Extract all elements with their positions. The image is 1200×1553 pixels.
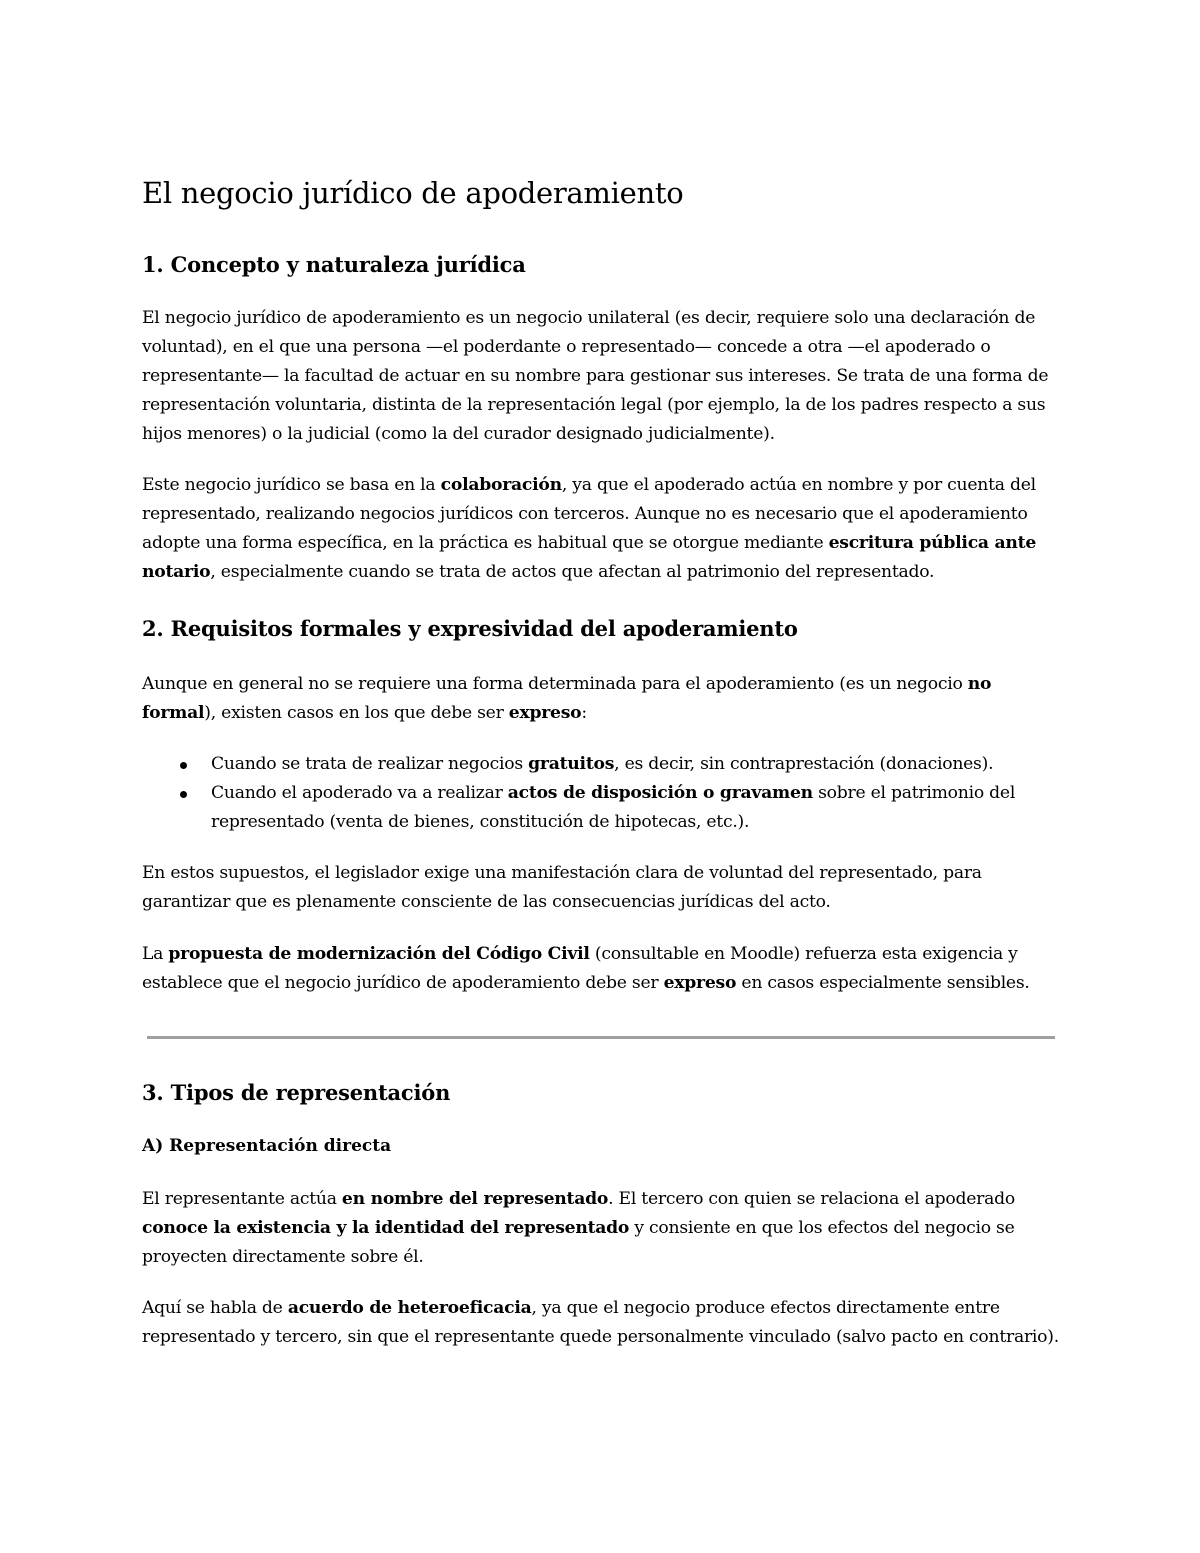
bold-term-actos-disposicion: actos de disposición o gravamen [507,783,813,803]
document-title: El negocio jurídico de apoderamiento [142,176,684,210]
bold-term-expreso: expreso [508,703,582,723]
section-3-paragraph-1 [142,1185,1015,1272]
text-run: establece que el negocio jurídico de apoderamiento debe ser [142,973,664,993]
bold-term-propuesta: propuesta de modernización del Código Civil [168,944,590,964]
section-1-paragraph-2 [142,471,1036,587]
text-line [142,1294,1059,1323]
text-line: representado (venta de bienes, constitución de hipotecas, etc.). [211,812,750,832]
bold-term-notario: notario [142,562,211,582]
text-line [211,750,1015,779]
text-line [211,779,1015,808]
section-2-paragraph-2 [142,859,982,917]
bold-term-en-nombre: en nombre del representado [341,1189,609,1209]
text-line [142,699,991,728]
section-1-heading: 1. Concepto y naturaleza jurídica [142,252,526,277]
text-line [142,558,1036,587]
bold-term-heteroeficacia: acuerdo de heteroeficacia [287,1298,532,1318]
text-line: hijos menores) o la judicial (como la del curador designado judicialmente). [142,424,775,444]
section-3-subheading: A) Representación directa [142,1136,392,1156]
bold-term-colaboracion: colaboración [440,475,562,495]
list-item [142,779,1015,837]
text-line: proyecten directamente sobre él. [142,1247,424,1267]
text-run: Cuando se trata de realizar negocios [211,754,529,774]
section-2-heading: 2. Requisitos formales y expresividad del apoderamiento [142,616,798,641]
text-run: , especialmente cuando se trata de actos que afectan al patrimonio del representado. [210,562,935,582]
text-run: La [142,944,169,964]
text-run: . El tercero con quien se relaciona el apoderado [608,1189,1015,1209]
text-run: y consiente en que los efectos del negocio se [629,1218,1015,1238]
text-run: El representante actúa [142,1189,342,1209]
list-item [142,750,1015,779]
text-line: representación voluntaria, distinta de la representación legal (por ejemplo, la de los padres respecto a sus [142,395,1046,415]
bold-term-escritura: escritura pública ante [828,533,1037,553]
text-line: representante— la facultad de actuar en su nombre para gestionar sus intereses. Se trata de una forma de [142,366,1049,386]
text-line [142,1214,1015,1243]
text-run: adopte una forma específica, en la práctica es habitual que se otorgue mediante [142,533,829,553]
text-line: representado y tercero, sin que el representante quede personalmente vinculado (salvo pacto en contrario). [142,1327,1059,1347]
text-line [142,529,1036,558]
section-3-paragraph-2 [142,1294,1059,1352]
text-run: : [581,703,587,723]
bold-term-expreso: expreso [663,973,737,993]
requirements-list [142,750,1015,837]
bold-term-conoce: conoce la existencia y la identidad del representado [142,1218,630,1238]
text-line: El negocio jurídico de apoderamiento es un negocio unilateral (es decir, requiere solo una declaración de [142,308,1036,328]
text-line: voluntad), en el que una persona —el poderdante o representado— concede a otra —el apoderado o [142,337,991,357]
text-line: En estos supuestos, el legislador exige una manifestación clara de voluntad del representado, para [142,863,982,883]
text-line [142,1185,1015,1214]
bullet-dot-icon [180,791,187,798]
text-run: , ya que el negocio produce efectos directamente entre [531,1298,1000,1318]
text-run: Aquí se habla de [142,1298,288,1318]
text-run: (consultable en Moodle) refuerza esta exigencia y [589,944,1018,964]
text-run: en casos especialmente sensibles. [736,973,1030,993]
text-line: garantizar que es plenamente consciente de las consecuencias jurídicas del acto. [142,892,831,912]
text-run: sobre el patrimonio del [812,783,1016,803]
section-3-heading: 3. Tipos de representación [142,1080,451,1105]
text-line [142,471,1036,500]
section-2-paragraph-1 [142,670,991,728]
text-line [142,969,1030,998]
text-run: , ya que el apoderado actúa en nombre y por cuenta del [561,475,1036,495]
text-run: Aunque en general no se requiere una forma determinada para el apoderamiento (es un negocio [142,674,968,694]
text-run: , es decir, sin contraprestación (donaciones). [614,754,994,774]
bold-term-gratuitos: gratuitos [528,754,615,774]
text-line: representado, realizando negocios jurídicos con terceros. Aunque no es necesario que el apoderamiento [142,504,1028,524]
text-run: Cuando el apoderado va a realizar [211,783,508,803]
text-line [142,940,1030,969]
horizontal-divider [147,1036,1055,1039]
bullet-dot-icon [180,762,187,769]
text-run: ), existen casos en los que debe ser [204,703,509,723]
bold-term-formal: formal [142,703,205,723]
section-1-paragraph-1 [142,304,1048,449]
text-run: Este negocio jurídico se basa en la [142,475,441,495]
section-2-paragraph-3 [142,940,1030,998]
text-line [142,670,991,699]
bold-term-no: no [967,674,992,694]
